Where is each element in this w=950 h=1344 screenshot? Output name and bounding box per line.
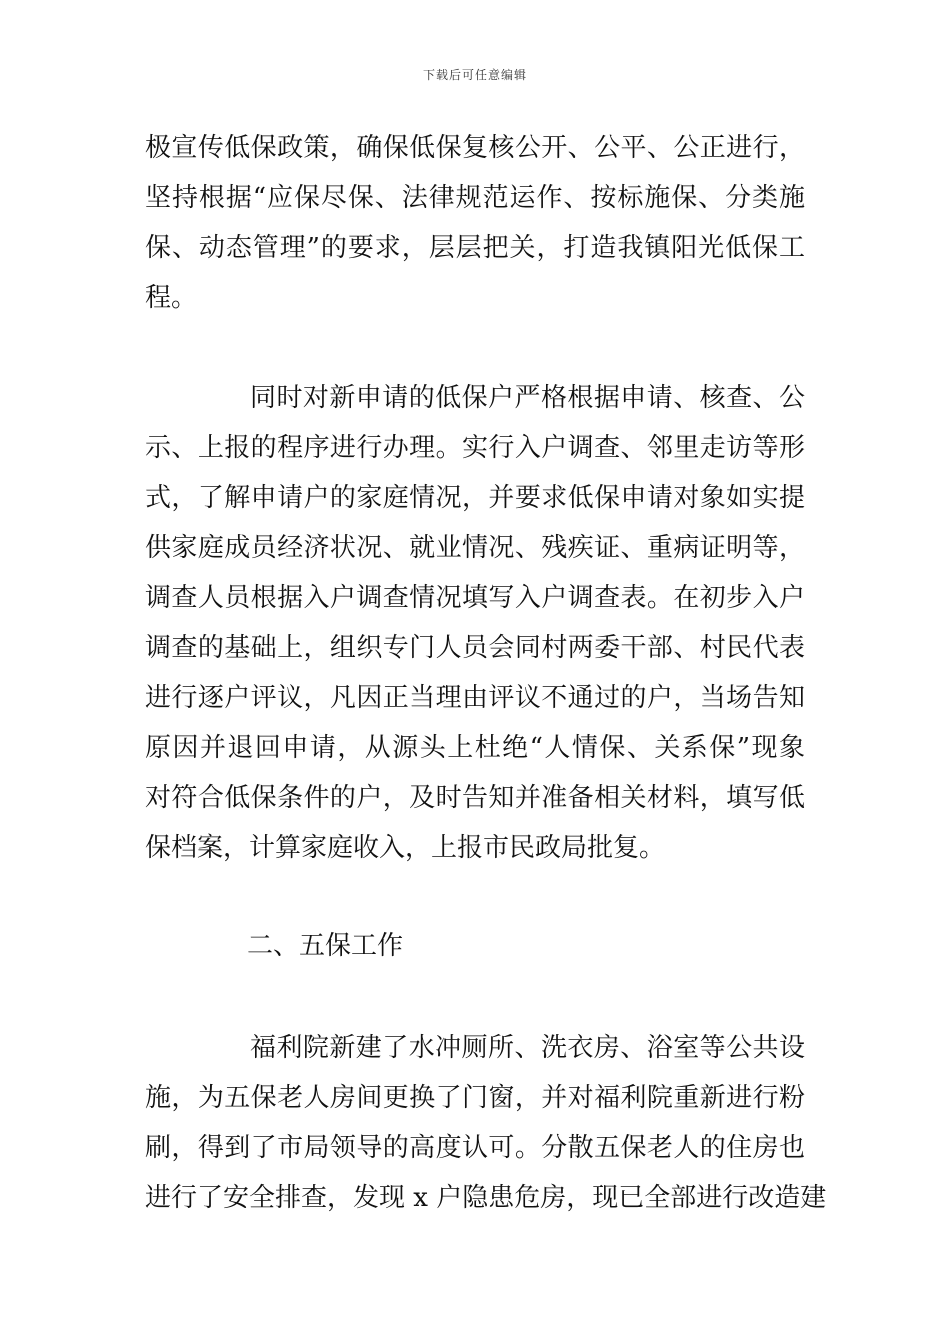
text-line: 保、动态管理”的要求，层层把关，打造我镇阳光低保工 [145,233,805,263]
text-line: 进行了安全排查，发现 x 户隐患危房，现已全部进行改造建 [145,1183,827,1213]
text-line: 调查人员根据入户调查情况填写入户调查表。在初步入户 [145,583,805,613]
paragraph-first-line: 同时对新申请的低保户严格根据申请、核查、公 [250,383,805,413]
paragraph-first-line: 福利院新建了水冲厕所、洗衣房、浴室等公共设 [250,1033,805,1063]
text-line: 极宣传低保政策，确保低保复核公开、公平、公正进行， [145,133,805,163]
text-line: 供家庭成员经济状况、就业情况、残疾证、重病证明等， [145,533,805,563]
text-line: 调查的基础上，组织专门人员会同村两委干部、村民代表 [145,633,805,663]
text-line: 式，了解申请户的家庭情况，并要求低保申请对象如实提 [145,483,805,513]
text-line: 对符合低保条件的户，及时告知并准备相关材料，填写低 [145,783,805,813]
page-header: 下载后可任意编辑 [422,68,527,82]
section-heading: 二、五保工作 [247,931,404,961]
text-line: 刷，得到了市局领导的高度认可。分散五保老人的住房也 [145,1133,805,1163]
text-line: 程。 [145,283,198,313]
text-line: 施，为五保老人房间更换了门窗，并对福利院重新进行粉 [145,1083,805,1113]
text-line: 原因并退回申请，从源头上杜绝“人情保、关系保”现象 [145,733,805,763]
text-line: 保档案，计算家庭收入，上报市民政局批复。 [145,833,666,863]
text-line: 示、上报的程序进行办理。实行入户调查、邻里走访等形 [145,433,805,463]
text-line: 进行逐户评议，凡因正当理由评议不通过的户，当场告知 [145,683,805,713]
text-line: 坚持根据“应保尽保、法律规范运作、按标施保、分类施 [145,183,805,213]
